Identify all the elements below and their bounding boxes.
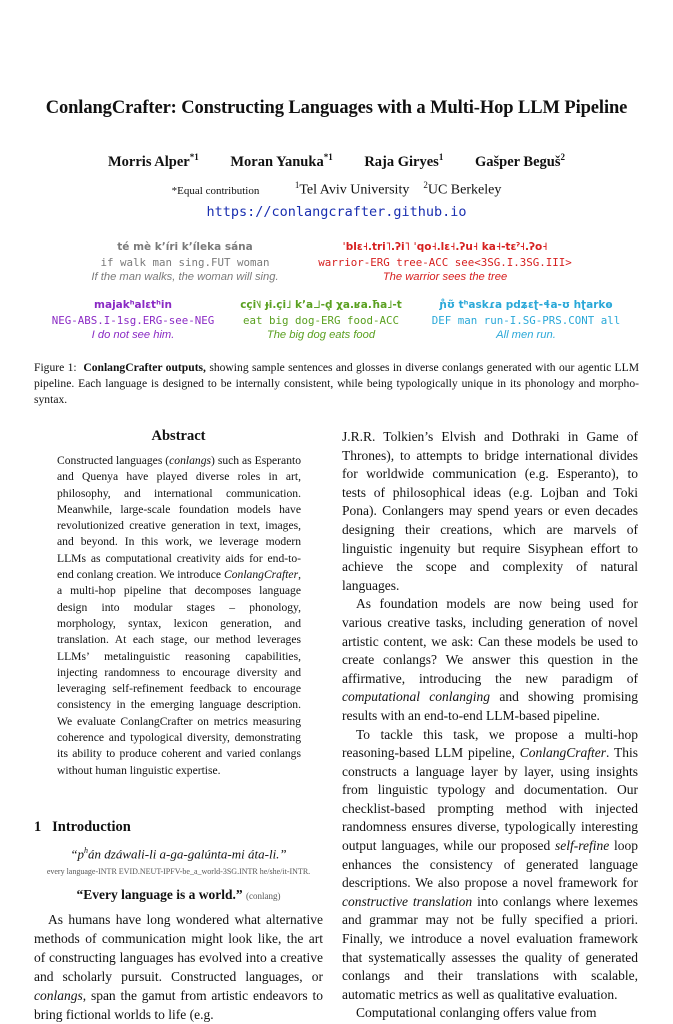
author-list bbox=[0, 152, 673, 171]
conlang-quote: “$p^hán$ dzáwali-li a-ga-galúnta-mi áta-li.” bbox=[70, 846, 287, 862]
example-3: majakʰalɛtʰin NEG-ABS.I-1sg.ERG-see-NEG I do not see him. bbox=[51, 299, 215, 341]
english-quote: “Every language is a world.” (conlang) bbox=[76, 887, 281, 902]
author: Moran Yanuka$^{*1}$ bbox=[230, 152, 333, 170]
paper-title: ConlangCrafter: Constructing Languages with a Multi-Hop LLM Pipeline bbox=[45, 98, 628, 118]
section-heading: 1 Introduction bbox=[34, 819, 131, 835]
project-url-link[interactable]: https://conlangcrafter.github.io bbox=[206, 204, 467, 220]
abstract-body: Constructed languages (conlangs) such as Esperanto and Quenya have played diverse roles in art, philosophy, and international communication. Meanwhile, large-scale foundation models have revolutionized creative generation in text, images, and beyond. In this work, we leverage modern LLMs as computational creativity aids for end-to-end conlang creation. We introduce ConlangCrafter, a multi-hop pipeline that decomposes language design into modular stages – phonology, morphology, syntax, lexicon generation, and translation. At each stage, our method leverages LLMs’ metalinguistic reasoning capabilities, injecting randomness to encourage diversity and leveraging self-refinement feedback to encourage consistency in the emerging language description. We evaluate ConlangCrafter on metrics measuring coherence and typological diversity, demonstrating its ability to produce coherent and varied conlangs without human linguistic expertise. bbox=[57, 454, 302, 777]
example-4: cçi˥˩ ɟi.çi˩ kʼa˩˩-d̥ χa.ʁa.ħa˩-t eat big dog-ERG food-ACC The big dog eats food bbox=[240, 299, 402, 341]
affiliation: Tel Aviv University bbox=[299, 182, 410, 198]
paragraph: J.R.R. Tolkien’s Elvish and Dothraki in Game of Thrones), to attempts to bridge international divides for worldwide communication (e.g. Esperanto), to tests of philosophical ideas (e.g. Lojban and Toki Pona). Conlangers may spend years or even decades designing their creations, which are marvels of linguistic ingenuity but require Sisyphean effort to achieve the scope and complexity of natural languages. bbox=[342, 429, 638, 593]
author: Morris Alper$^{*1}$ bbox=[107, 152, 199, 170]
abstract-heading: Abstract bbox=[151, 428, 206, 444]
intro-paragraph: As humans have long wondered what alternative methods of communication might look like, the art of constructing languages has evolved into a creative and scholarly pursuit. Constructed languages, or conlangs, span the gamut from artistic endeavors to bring fictional worlds to life (e.g. bbox=[34, 912, 323, 1022]
paragraph: Computational conlanging offers value from bbox=[356, 1005, 597, 1021]
figure-caption: Figure 1: ConlangCrafter outputs, showing sample sentences and glosses in diverse conlangs generated with our agentic LLM pipeline. Each language is designed to be internally consistent, while being typologically unique in its phonology and morpho-syntax. bbox=[34, 361, 640, 406]
affiliation: UC Berkeley bbox=[427, 182, 502, 198]
paragraph: As foundation models are now being used for various creative tasks, including generation of novel artistic content, we ask: Can these models be used to create conlangs? We answer this question in the affirmative, introducing the new paradigm of computational conlanging and showing promising results with an end-to-end LLM-based pipeline. bbox=[342, 596, 638, 723]
equal-contribution-note: *Equal contribution bbox=[171, 184, 260, 197]
author: Gašper Beguš$^2$ bbox=[474, 152, 565, 170]
example-5: ɲ̊ʊ̃ tʰaskɾa pdʑɛʈ-ɬa-ʊ hʈarkɵ DEF man run-I.SG-PRS.CONT all All men run. bbox=[431, 299, 621, 341]
conlang-quote-gloss: every language-INTR EVID.NEUT-IPFV-be_a_world-3SG.INTR he/she/it-INTR. bbox=[46, 867, 311, 876]
right-column-text bbox=[342, 428, 638, 1023]
affiliations: *Equal contribution $^1$Tel Aviv University $^2$UC Berkeley bbox=[171, 180, 502, 198]
author: Raja Giryes$^1$ bbox=[364, 152, 444, 170]
paragraph: To tackle this task, we propose a multi-hop reasoning-based LLM pipeline, ConlangCrafter. This constructs a language layer by layer, using insights from linguistic typology and documentation. Our checklist-based prompting method with injected randomness ensures diverse, typologically interesting output languages, while our proposed self-refine loop enhances the consistency of generated language descriptions. We also propose a novel framework for constructive translation into conlangs where lexemes and grammar may not be fully specified a priori. Finally, we introduce a novel evaluation framework that systematically assesses the quality of generated conlangs and their translations with scalable, automatic metrics as well as qualitative evaluation. bbox=[342, 726, 638, 1002]
example-1: té mè kʼíri kʼíleka sána if walk man sing.FUT woman If the man walks, the woman will sing. bbox=[91, 241, 279, 283]
example-2: ˈblɛ˧.tri˥.ʔi˥ ˈqo˧.lɛ˧.ʔu˧ ka˧-tɛˀ˧.ʔo˧ warrior-ERG tree-ACC see<3SG.I.3SG.III> The warrior sees the tree bbox=[318, 241, 572, 283]
